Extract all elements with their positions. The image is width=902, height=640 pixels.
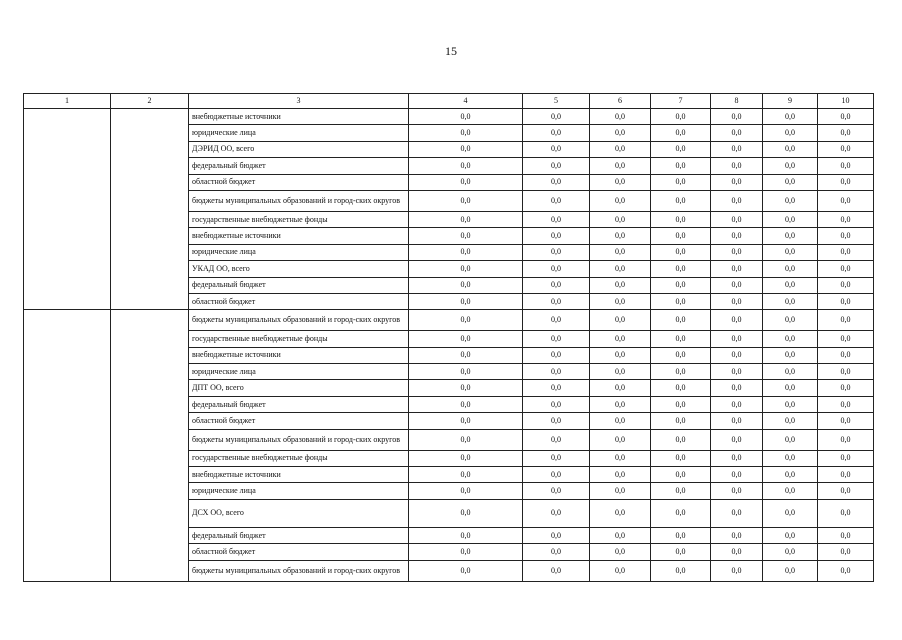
value-cell: 0,0 — [590, 483, 651, 499]
value-cell: 0,0 — [523, 244, 590, 260]
value-cell: 0,0 — [711, 364, 763, 380]
value-cell: 0,0 — [763, 483, 818, 499]
group-cell-col1 — [24, 310, 111, 581]
value-cell: 0,0 — [523, 467, 590, 483]
value-cell: 0,0 — [711, 331, 763, 347]
row-label: юридические лица — [189, 483, 409, 499]
value-cell: 0,0 — [409, 413, 523, 429]
value-cell: 0,0 — [651, 211, 711, 227]
row-label: УКАД ОО, всего — [189, 261, 409, 277]
value-cell: 0,0 — [711, 125, 763, 141]
value-cell: 0,0 — [523, 277, 590, 293]
row-label: внебюджетные источники — [189, 228, 409, 244]
value-cell: 0,0 — [590, 228, 651, 244]
value-cell: 0,0 — [711, 380, 763, 396]
value-cell: 0,0 — [818, 228, 874, 244]
value-cell: 0,0 — [590, 109, 651, 125]
row-label: областной бюджет — [189, 293, 409, 309]
value-cell: 0,0 — [590, 544, 651, 560]
value-cell: 0,0 — [711, 450, 763, 466]
value-cell: 0,0 — [763, 450, 818, 466]
value-cell: 0,0 — [590, 174, 651, 190]
budget-table — [23, 93, 874, 582]
value-cell: 0,0 — [818, 174, 874, 190]
value-cell: 0,0 — [711, 277, 763, 293]
value-cell: 0,0 — [409, 158, 523, 174]
value-cell: 0,0 — [763, 277, 818, 293]
value-cell: 0,0 — [711, 413, 763, 429]
row-label: бюджеты муниципальных образований и город-ских округов — [189, 429, 409, 450]
value-cell: 0,0 — [409, 544, 523, 560]
value-cell: 0,0 — [763, 125, 818, 141]
value-cell: 0,0 — [763, 261, 818, 277]
value-cell: 0,0 — [409, 331, 523, 347]
value-cell: 0,0 — [818, 527, 874, 543]
value-cell: 0,0 — [590, 450, 651, 466]
row-label: внебюджетные источники — [189, 467, 409, 483]
value-cell: 0,0 — [590, 413, 651, 429]
value-cell: 0,0 — [818, 429, 874, 450]
table-row — [24, 109, 874, 125]
row-label: федеральный бюджет — [189, 527, 409, 543]
column-header: 2 — [111, 94, 189, 109]
value-cell: 0,0 — [711, 244, 763, 260]
value-cell: 0,0 — [651, 396, 711, 412]
value-cell: 0,0 — [409, 261, 523, 277]
value-cell: 0,0 — [818, 331, 874, 347]
value-cell: 0,0 — [523, 125, 590, 141]
row-label: государственные внебюджетные фонды — [189, 211, 409, 227]
value-cell: 0,0 — [818, 125, 874, 141]
value-cell: 0,0 — [523, 544, 590, 560]
value-cell: 0,0 — [651, 310, 711, 331]
value-cell: 0,0 — [711, 544, 763, 560]
row-label: внебюджетные источники — [189, 109, 409, 125]
value-cell: 0,0 — [590, 396, 651, 412]
value-cell: 0,0 — [818, 211, 874, 227]
value-cell: 0,0 — [590, 190, 651, 211]
value-cell: 0,0 — [409, 527, 523, 543]
value-cell: 0,0 — [409, 228, 523, 244]
row-label: федеральный бюджет — [189, 396, 409, 412]
value-cell: 0,0 — [590, 211, 651, 227]
row-label: областной бюджет — [189, 544, 409, 560]
column-header: 1 — [24, 94, 111, 109]
value-cell: 0,0 — [409, 190, 523, 211]
row-label: государственные внебюджетные фонды — [189, 331, 409, 347]
value-cell: 0,0 — [763, 347, 818, 363]
value-cell: 0,0 — [523, 109, 590, 125]
value-cell: 0,0 — [711, 310, 763, 331]
value-cell: 0,0 — [651, 228, 711, 244]
value-cell: 0,0 — [409, 211, 523, 227]
value-cell: 0,0 — [409, 109, 523, 125]
value-cell: 0,0 — [523, 450, 590, 466]
row-label: юридические лица — [189, 364, 409, 380]
column-header: 6 — [590, 94, 651, 109]
value-cell: 0,0 — [711, 141, 763, 157]
column-header: 3 — [189, 94, 409, 109]
value-cell: 0,0 — [651, 380, 711, 396]
column-header: 8 — [711, 94, 763, 109]
value-cell: 0,0 — [409, 364, 523, 380]
value-cell: 0,0 — [523, 141, 590, 157]
value-cell: 0,0 — [409, 347, 523, 363]
value-cell: 0,0 — [651, 429, 711, 450]
value-cell: 0,0 — [818, 261, 874, 277]
value-cell: 0,0 — [590, 560, 651, 581]
value-cell: 0,0 — [818, 364, 874, 380]
value-cell: 0,0 — [590, 364, 651, 380]
value-cell: 0,0 — [651, 331, 711, 347]
value-cell: 0,0 — [590, 527, 651, 543]
column-header: 4 — [409, 94, 523, 109]
value-cell: 0,0 — [651, 125, 711, 141]
value-cell: 0,0 — [590, 467, 651, 483]
value-cell: 0,0 — [711, 396, 763, 412]
row-label: ДПТ ОО, всего — [189, 380, 409, 396]
value-cell: 0,0 — [523, 499, 590, 527]
value-cell: 0,0 — [523, 560, 590, 581]
value-cell: 0,0 — [763, 211, 818, 227]
value-cell: 0,0 — [711, 228, 763, 244]
value-cell: 0,0 — [818, 483, 874, 499]
value-cell: 0,0 — [763, 560, 818, 581]
value-cell: 0,0 — [651, 499, 711, 527]
value-cell: 0,0 — [651, 141, 711, 157]
page-number: 15 — [445, 44, 457, 58]
value-cell: 0,0 — [651, 190, 711, 211]
value-cell: 0,0 — [590, 380, 651, 396]
value-cell: 0,0 — [523, 413, 590, 429]
row-label: внебюджетные источники — [189, 347, 409, 363]
value-cell: 0,0 — [763, 544, 818, 560]
value-cell: 0,0 — [818, 560, 874, 581]
value-cell: 0,0 — [763, 396, 818, 412]
value-cell: 0,0 — [763, 190, 818, 211]
row-label: федеральный бюджет — [189, 277, 409, 293]
value-cell: 0,0 — [711, 261, 763, 277]
group-cell-col2 — [111, 109, 189, 310]
value-cell: 0,0 — [409, 560, 523, 581]
value-cell: 0,0 — [651, 483, 711, 499]
value-cell: 0,0 — [711, 499, 763, 527]
value-cell: 0,0 — [818, 347, 874, 363]
value-cell: 0,0 — [523, 293, 590, 309]
value-cell: 0,0 — [409, 310, 523, 331]
value-cell: 0,0 — [651, 174, 711, 190]
row-label: бюджеты муниципальных образований и город-ских округов — [189, 560, 409, 581]
value-cell: 0,0 — [409, 174, 523, 190]
value-cell: 0,0 — [590, 141, 651, 157]
value-cell: 0,0 — [651, 244, 711, 260]
value-cell: 0,0 — [711, 190, 763, 211]
value-cell: 0,0 — [651, 527, 711, 543]
row-label: ДСХ ОО, всего — [189, 499, 409, 527]
value-cell: 0,0 — [711, 560, 763, 581]
value-cell: 0,0 — [711, 467, 763, 483]
value-cell: 0,0 — [763, 413, 818, 429]
value-cell: 0,0 — [818, 293, 874, 309]
value-cell: 0,0 — [818, 380, 874, 396]
value-cell: 0,0 — [763, 331, 818, 347]
value-cell: 0,0 — [711, 347, 763, 363]
value-cell: 0,0 — [711, 158, 763, 174]
value-cell: 0,0 — [818, 413, 874, 429]
value-cell: 0,0 — [651, 261, 711, 277]
value-cell: 0,0 — [523, 347, 590, 363]
column-header: 7 — [651, 94, 711, 109]
value-cell: 0,0 — [523, 396, 590, 412]
value-cell: 0,0 — [763, 109, 818, 125]
value-cell: 0,0 — [818, 499, 874, 527]
value-cell: 0,0 — [523, 527, 590, 543]
value-cell: 0,0 — [763, 228, 818, 244]
value-cell: 0,0 — [590, 310, 651, 331]
value-cell: 0,0 — [651, 293, 711, 309]
value-cell: 0,0 — [711, 293, 763, 309]
value-cell: 0,0 — [590, 125, 651, 141]
value-cell: 0,0 — [818, 244, 874, 260]
value-cell: 0,0 — [763, 158, 818, 174]
value-cell: 0,0 — [818, 158, 874, 174]
value-cell: 0,0 — [590, 261, 651, 277]
value-cell: 0,0 — [818, 109, 874, 125]
value-cell: 0,0 — [409, 483, 523, 499]
value-cell: 0,0 — [651, 364, 711, 380]
value-cell: 0,0 — [523, 211, 590, 227]
value-cell: 0,0 — [763, 429, 818, 450]
value-cell: 0,0 — [763, 174, 818, 190]
value-cell: 0,0 — [409, 450, 523, 466]
header-row — [24, 94, 874, 109]
value-cell: 0,0 — [523, 174, 590, 190]
column-header: 10 — [818, 94, 874, 109]
value-cell: 0,0 — [711, 109, 763, 125]
value-cell: 0,0 — [763, 310, 818, 331]
value-cell: 0,0 — [651, 109, 711, 125]
value-cell: 0,0 — [711, 429, 763, 450]
value-cell: 0,0 — [590, 277, 651, 293]
value-cell: 0,0 — [763, 467, 818, 483]
value-cell: 0,0 — [651, 467, 711, 483]
table-row — [24, 310, 874, 331]
value-cell: 0,0 — [523, 261, 590, 277]
value-cell: 0,0 — [651, 560, 711, 581]
row-label: областной бюджет — [189, 413, 409, 429]
value-cell: 0,0 — [590, 244, 651, 260]
value-cell: 0,0 — [763, 293, 818, 309]
value-cell: 0,0 — [523, 380, 590, 396]
value-cell: 0,0 — [590, 158, 651, 174]
value-cell: 0,0 — [523, 483, 590, 499]
value-cell: 0,0 — [590, 347, 651, 363]
value-cell: 0,0 — [409, 380, 523, 396]
value-cell: 0,0 — [523, 228, 590, 244]
value-cell: 0,0 — [763, 380, 818, 396]
value-cell: 0,0 — [711, 527, 763, 543]
value-cell: 0,0 — [763, 364, 818, 380]
row-label: бюджеты муниципальных образований и город-ских округов — [189, 310, 409, 331]
value-cell: 0,0 — [651, 413, 711, 429]
value-cell: 0,0 — [763, 141, 818, 157]
value-cell: 0,0 — [818, 467, 874, 483]
row-label: юридические лица — [189, 125, 409, 141]
value-cell: 0,0 — [409, 429, 523, 450]
row-label: государственные внебюджетные фонды — [189, 450, 409, 466]
value-cell: 0,0 — [590, 293, 651, 309]
value-cell: 0,0 — [818, 141, 874, 157]
column-header: 5 — [523, 94, 590, 109]
row-label: областной бюджет — [189, 174, 409, 190]
row-label: бюджеты муниципальных образований и город-ских округов — [189, 190, 409, 211]
value-cell: 0,0 — [818, 310, 874, 331]
value-cell: 0,0 — [711, 174, 763, 190]
value-cell: 0,0 — [651, 158, 711, 174]
row-label: юридические лица — [189, 244, 409, 260]
value-cell: 0,0 — [651, 450, 711, 466]
value-cell: 0,0 — [523, 331, 590, 347]
column-header: 9 — [763, 94, 818, 109]
value-cell: 0,0 — [590, 429, 651, 450]
value-cell: 0,0 — [523, 364, 590, 380]
value-cell: 0,0 — [523, 158, 590, 174]
value-cell: 0,0 — [818, 190, 874, 211]
value-cell: 0,0 — [763, 499, 818, 527]
value-cell: 0,0 — [409, 244, 523, 260]
value-cell: 0,0 — [409, 125, 523, 141]
value-cell: 0,0 — [818, 544, 874, 560]
value-cell: 0,0 — [409, 499, 523, 527]
value-cell: 0,0 — [818, 396, 874, 412]
value-cell: 0,0 — [763, 244, 818, 260]
row-label: федеральный бюджет — [189, 158, 409, 174]
value-cell: 0,0 — [409, 396, 523, 412]
value-cell: 0,0 — [590, 331, 651, 347]
value-cell: 0,0 — [651, 544, 711, 560]
value-cell: 0,0 — [523, 190, 590, 211]
value-cell: 0,0 — [409, 277, 523, 293]
value-cell: 0,0 — [409, 467, 523, 483]
value-cell: 0,0 — [590, 499, 651, 527]
value-cell: 0,0 — [818, 277, 874, 293]
group-cell-col1 — [24, 109, 111, 310]
value-cell: 0,0 — [651, 347, 711, 363]
value-cell: 0,0 — [711, 483, 763, 499]
value-cell: 0,0 — [818, 450, 874, 466]
value-cell: 0,0 — [763, 527, 818, 543]
value-cell: 0,0 — [711, 211, 763, 227]
value-cell: 0,0 — [409, 141, 523, 157]
group-cell-col2 — [111, 310, 189, 581]
value-cell: 0,0 — [409, 293, 523, 309]
row-label: ДЭРИД ОО, всего — [189, 141, 409, 157]
value-cell: 0,0 — [651, 277, 711, 293]
value-cell: 0,0 — [523, 310, 590, 331]
value-cell: 0,0 — [523, 429, 590, 450]
